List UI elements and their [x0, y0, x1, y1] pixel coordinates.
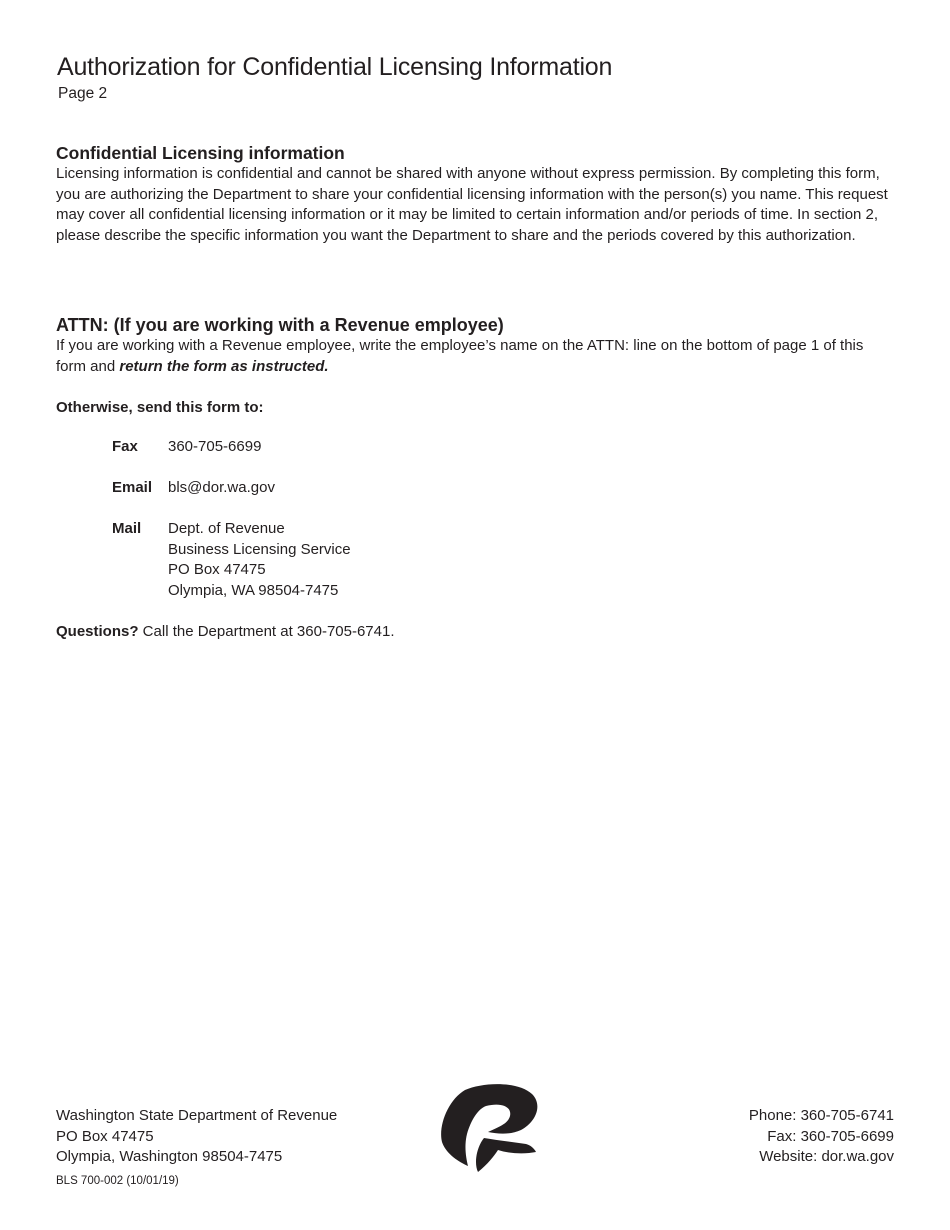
mail-line: Olympia, WA 98504-7475	[168, 581, 339, 599]
attn-heading: ATTN: (If you are working with a Revenue employee)	[56, 315, 504, 335]
footer-address-line: PO Box 47475	[56, 1127, 154, 1145]
questions-text: Call the Department at 360-705-6741.	[138, 623, 395, 640]
email-label: Email	[112, 479, 153, 496]
attn-body-text: If you are working with a Revenue employee, write the employee’s name on the ATTN: line on the bottom of page 1 of this form and	[56, 337, 864, 375]
mail-line: Dept. of Revenue	[168, 520, 285, 537]
page-number: Page 2	[58, 85, 108, 102]
mail-address	[168, 519, 351, 601]
page-title: Authorization for Confidential Licensing Information	[57, 53, 613, 81]
fax-value: 360-705-6699	[168, 438, 262, 455]
form-code: BLS 700-002 (10/01/19)	[56, 1175, 179, 1187]
attn-body-emphasis: return the form as instructed.	[119, 357, 329, 375]
fax-label: Fax	[112, 438, 138, 455]
questions-line	[56, 622, 894, 643]
footer-website[interactable]: Website: dor.wa.gov	[759, 1148, 894, 1166]
mail-label: Mail	[112, 520, 142, 537]
confidential-body: Licensing information is confidential and cannot be shared with anyone without express permission. By completing this form, you are authorizing the Department to share your confidential licensing information with the person(s) you name. This request may cover all confidential licensing information or it may be limited to certain information and/or periods of time. In section 2, please describe the specific information you want the Department to share and the periods covered by this authorization.	[56, 165, 888, 244]
mail-line: PO Box 47475	[168, 561, 266, 579]
dor-logo-icon	[438, 1082, 540, 1174]
footer-address-line: Olympia, Washington 98504-7475	[56, 1148, 283, 1166]
questions-label: Questions?	[56, 623, 139, 640]
footer-contact	[749, 1106, 894, 1168]
email-value[interactable]: bls@dor.wa.gov	[168, 479, 275, 496]
footer-address-line: Washington State Department of Revenue	[56, 1107, 338, 1124]
mail-line: Business Licensing Service	[168, 540, 351, 558]
footer-phone: Phone: 360-705-6741	[748, 1107, 894, 1124]
send-heading: Otherwise, send this form to:	[56, 399, 264, 416]
footer-address	[56, 1106, 337, 1168]
confidential-heading: Confidential Licensing information	[56, 143, 345, 163]
footer-fax: Fax: 360-705-6699	[767, 1127, 894, 1145]
attn-body	[56, 336, 894, 377]
